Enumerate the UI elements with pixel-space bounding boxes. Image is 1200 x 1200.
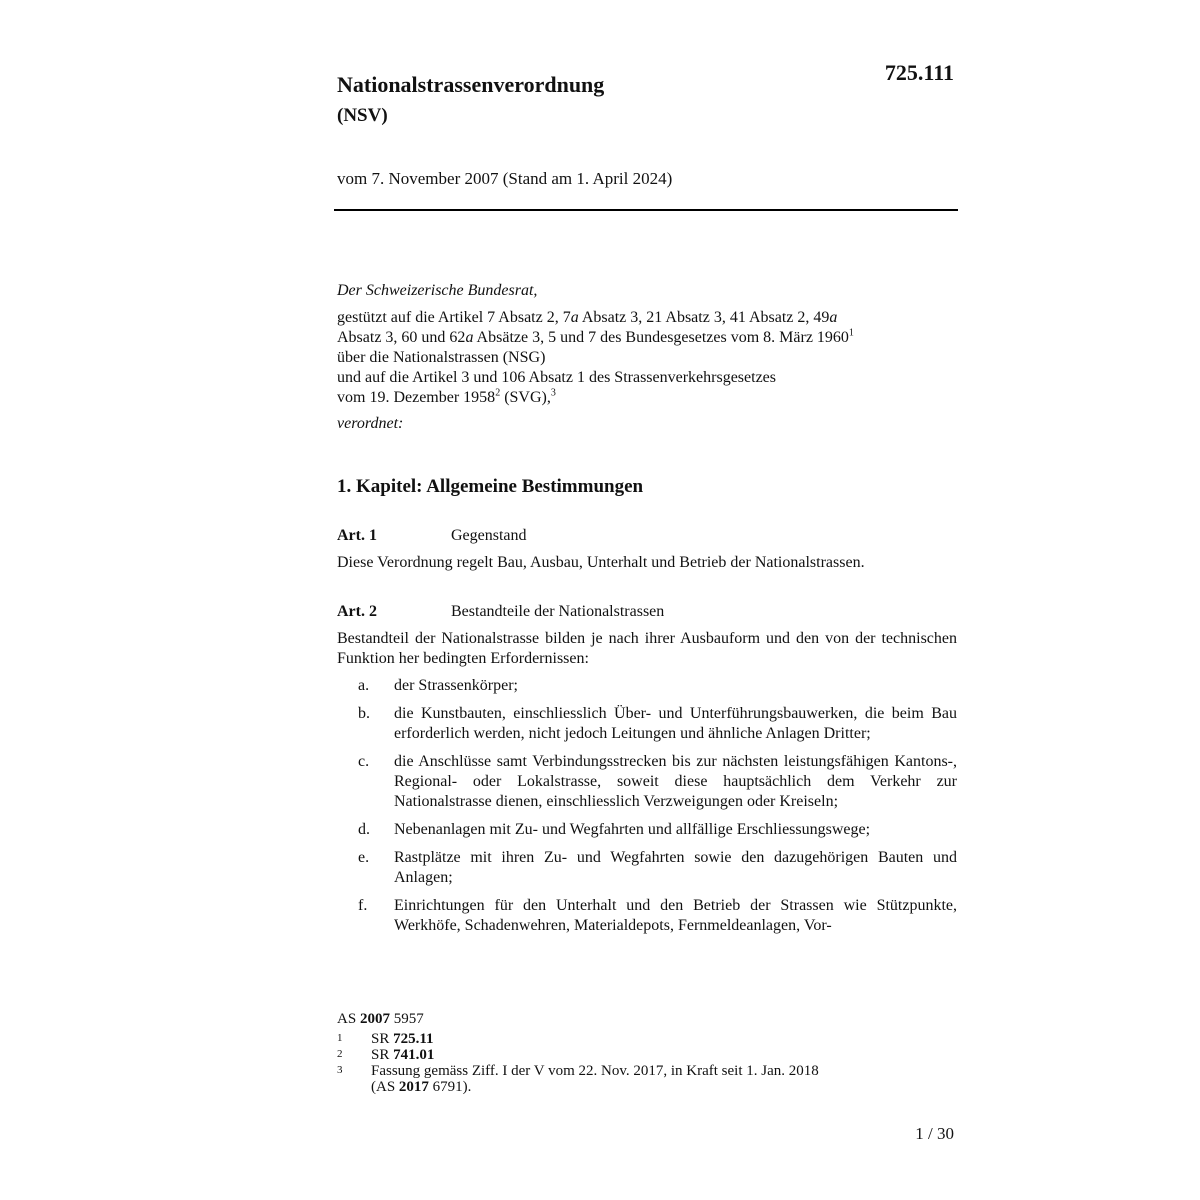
- list-item: [337, 752, 957, 812]
- legal-basis-line-1: gestützt auf die Artikel 7 Absatz 2, 7a Absatz 3, 21 Absatz 3, 41 Absatz 2, 49a: [337, 309, 838, 326]
- document-title: Nationalstrassenverordnung: [337, 72, 605, 97]
- footnote-1: 1 SR 725.11: [337, 1031, 434, 1047]
- item-text: die Anschlüsse samt Verbindungsstrecken bis zur nächsten leistungsfähigen Kantons-, Regional- oder Lokalstrasse, soweit diese hauptsächlich dem Verkehr zur Nationalstrasse dienen, einschliesslich Verzweigungen oder Kreiseln;: [394, 753, 957, 810]
- document-date: vom 7. November 2007 (Stand am 1. April 2024): [337, 169, 673, 188]
- header-divider: [334, 209, 958, 211]
- footnote-number: 1: [337, 1032, 343, 1044]
- legal-basis-line-2: Absatz 3, 60 und 62a Absätze 3, 5 und 7 des Bundesgesetzes vom 8. März 1960$^1$: [337, 327, 854, 346]
- footnote-number: 3: [337, 1064, 343, 1076]
- sr-number: 725.111: [884, 60, 954, 85]
- footnote-ref-3[interactable]: 3: [550, 387, 556, 399]
- item-letter: e.: [358, 849, 370, 866]
- ordains: verordnet:: [337, 415, 404, 432]
- footnote-3: 3 Fassung gemäss Ziff. I der V vom 22. Nov. 2017, in Kraft seit 1. Jan. 2018 (AS 2017 6791).: [337, 1063, 819, 1095]
- article-number: Art. 2: [337, 603, 377, 620]
- article-1: [337, 526, 957, 573]
- article-subject: Gegenstand: [451, 527, 527, 544]
- page-number: 1 / 30: [915, 1124, 954, 1143]
- legal-basis-line-3: über die Nationalstrassen (NSG): [337, 349, 546, 366]
- legal-basis-line-4: und auf die Artikel 3 und 106 Absatz 1 des Strassenverkehrsgesetzes: [337, 369, 777, 386]
- footnote-ref-1[interactable]: 1: [848, 327, 854, 339]
- item-letter: c.: [358, 753, 370, 770]
- as-reference: AS 2007 5957: [337, 1011, 424, 1027]
- item-letter: f.: [358, 897, 368, 914]
- item-letter: b.: [358, 705, 370, 722]
- article-2: [337, 602, 957, 944]
- footnote-link[interactable]: 741.01: [393, 1047, 435, 1063]
- article-subject: Bestandteile der Nationalstrassen: [451, 603, 665, 620]
- footnote-number: 2: [337, 1048, 343, 1060]
- document-abbreviation: (NSV): [337, 105, 388, 126]
- footnote-ref-2[interactable]: 2: [495, 387, 501, 399]
- list-item: [337, 704, 957, 744]
- footnote-link[interactable]: 725.11: [393, 1031, 434, 1047]
- item-text: Nebenanlagen mit Zu- und Wegfahrten und allfällige Erschliessungswege;: [394, 821, 871, 838]
- chapter-heading: 1. Kapitel: Allgemeine Bestimmungen: [337, 476, 644, 497]
- article-heading: [337, 602, 957, 622]
- item-text: der Strassenkörper;: [394, 677, 518, 694]
- list-item: [337, 896, 957, 936]
- item-letter: d.: [358, 821, 370, 838]
- article-number: Art. 1: [337, 527, 377, 544]
- preamble: [337, 281, 957, 434]
- item-letter: a.: [358, 677, 370, 694]
- item-text: die Kunstbauten, einschliesslich Über- und Unterführungsbauwerken, die beim Bau erforderlich werden, nicht jedoch Leitungen und ähnliche Anlagen Dritter;: [394, 705, 957, 742]
- article-text: Bestandteil der Nationalstrasse bilden je nach ihrer Ausbauform und den von der technischen Funktion her bedingten Erfordernissen:: [337, 630, 957, 667]
- enacting-body: Der Schweizerische Bundesrat,: [337, 282, 538, 299]
- article-heading: [337, 526, 957, 546]
- footnote-2: 2 SR 741.01: [337, 1047, 435, 1063]
- article-text: Diese Verordnung regelt Bau, Ausbau, Unterhalt und Betrieb der Nationalstrassen.: [337, 554, 865, 571]
- legal-basis: [337, 308, 957, 408]
- item-text: Rastplätze mit ihren Zu- und Wegfahrten sowie den dazugehörigen Bauten und Anlagen;: [394, 849, 957, 886]
- article-item-list: [337, 676, 957, 936]
- footnotes: [337, 1011, 957, 1095]
- list-item: [337, 676, 957, 696]
- list-item: [337, 848, 957, 888]
- legal-basis-line-5: vom 19. Dezember 1958$^2$ (SVG),$^3$: [337, 387, 556, 406]
- item-text: Einrichtungen für den Unterhalt und den Betrieb der Strassen wie Stützpunkte, Werkhöfe, Schadenwehren, Materialdepots, Fernmeldeanlagen, Vor-: [394, 897, 957, 934]
- list-item: [337, 820, 957, 840]
- footnote-link[interactable]: 2017: [398, 1079, 429, 1095]
